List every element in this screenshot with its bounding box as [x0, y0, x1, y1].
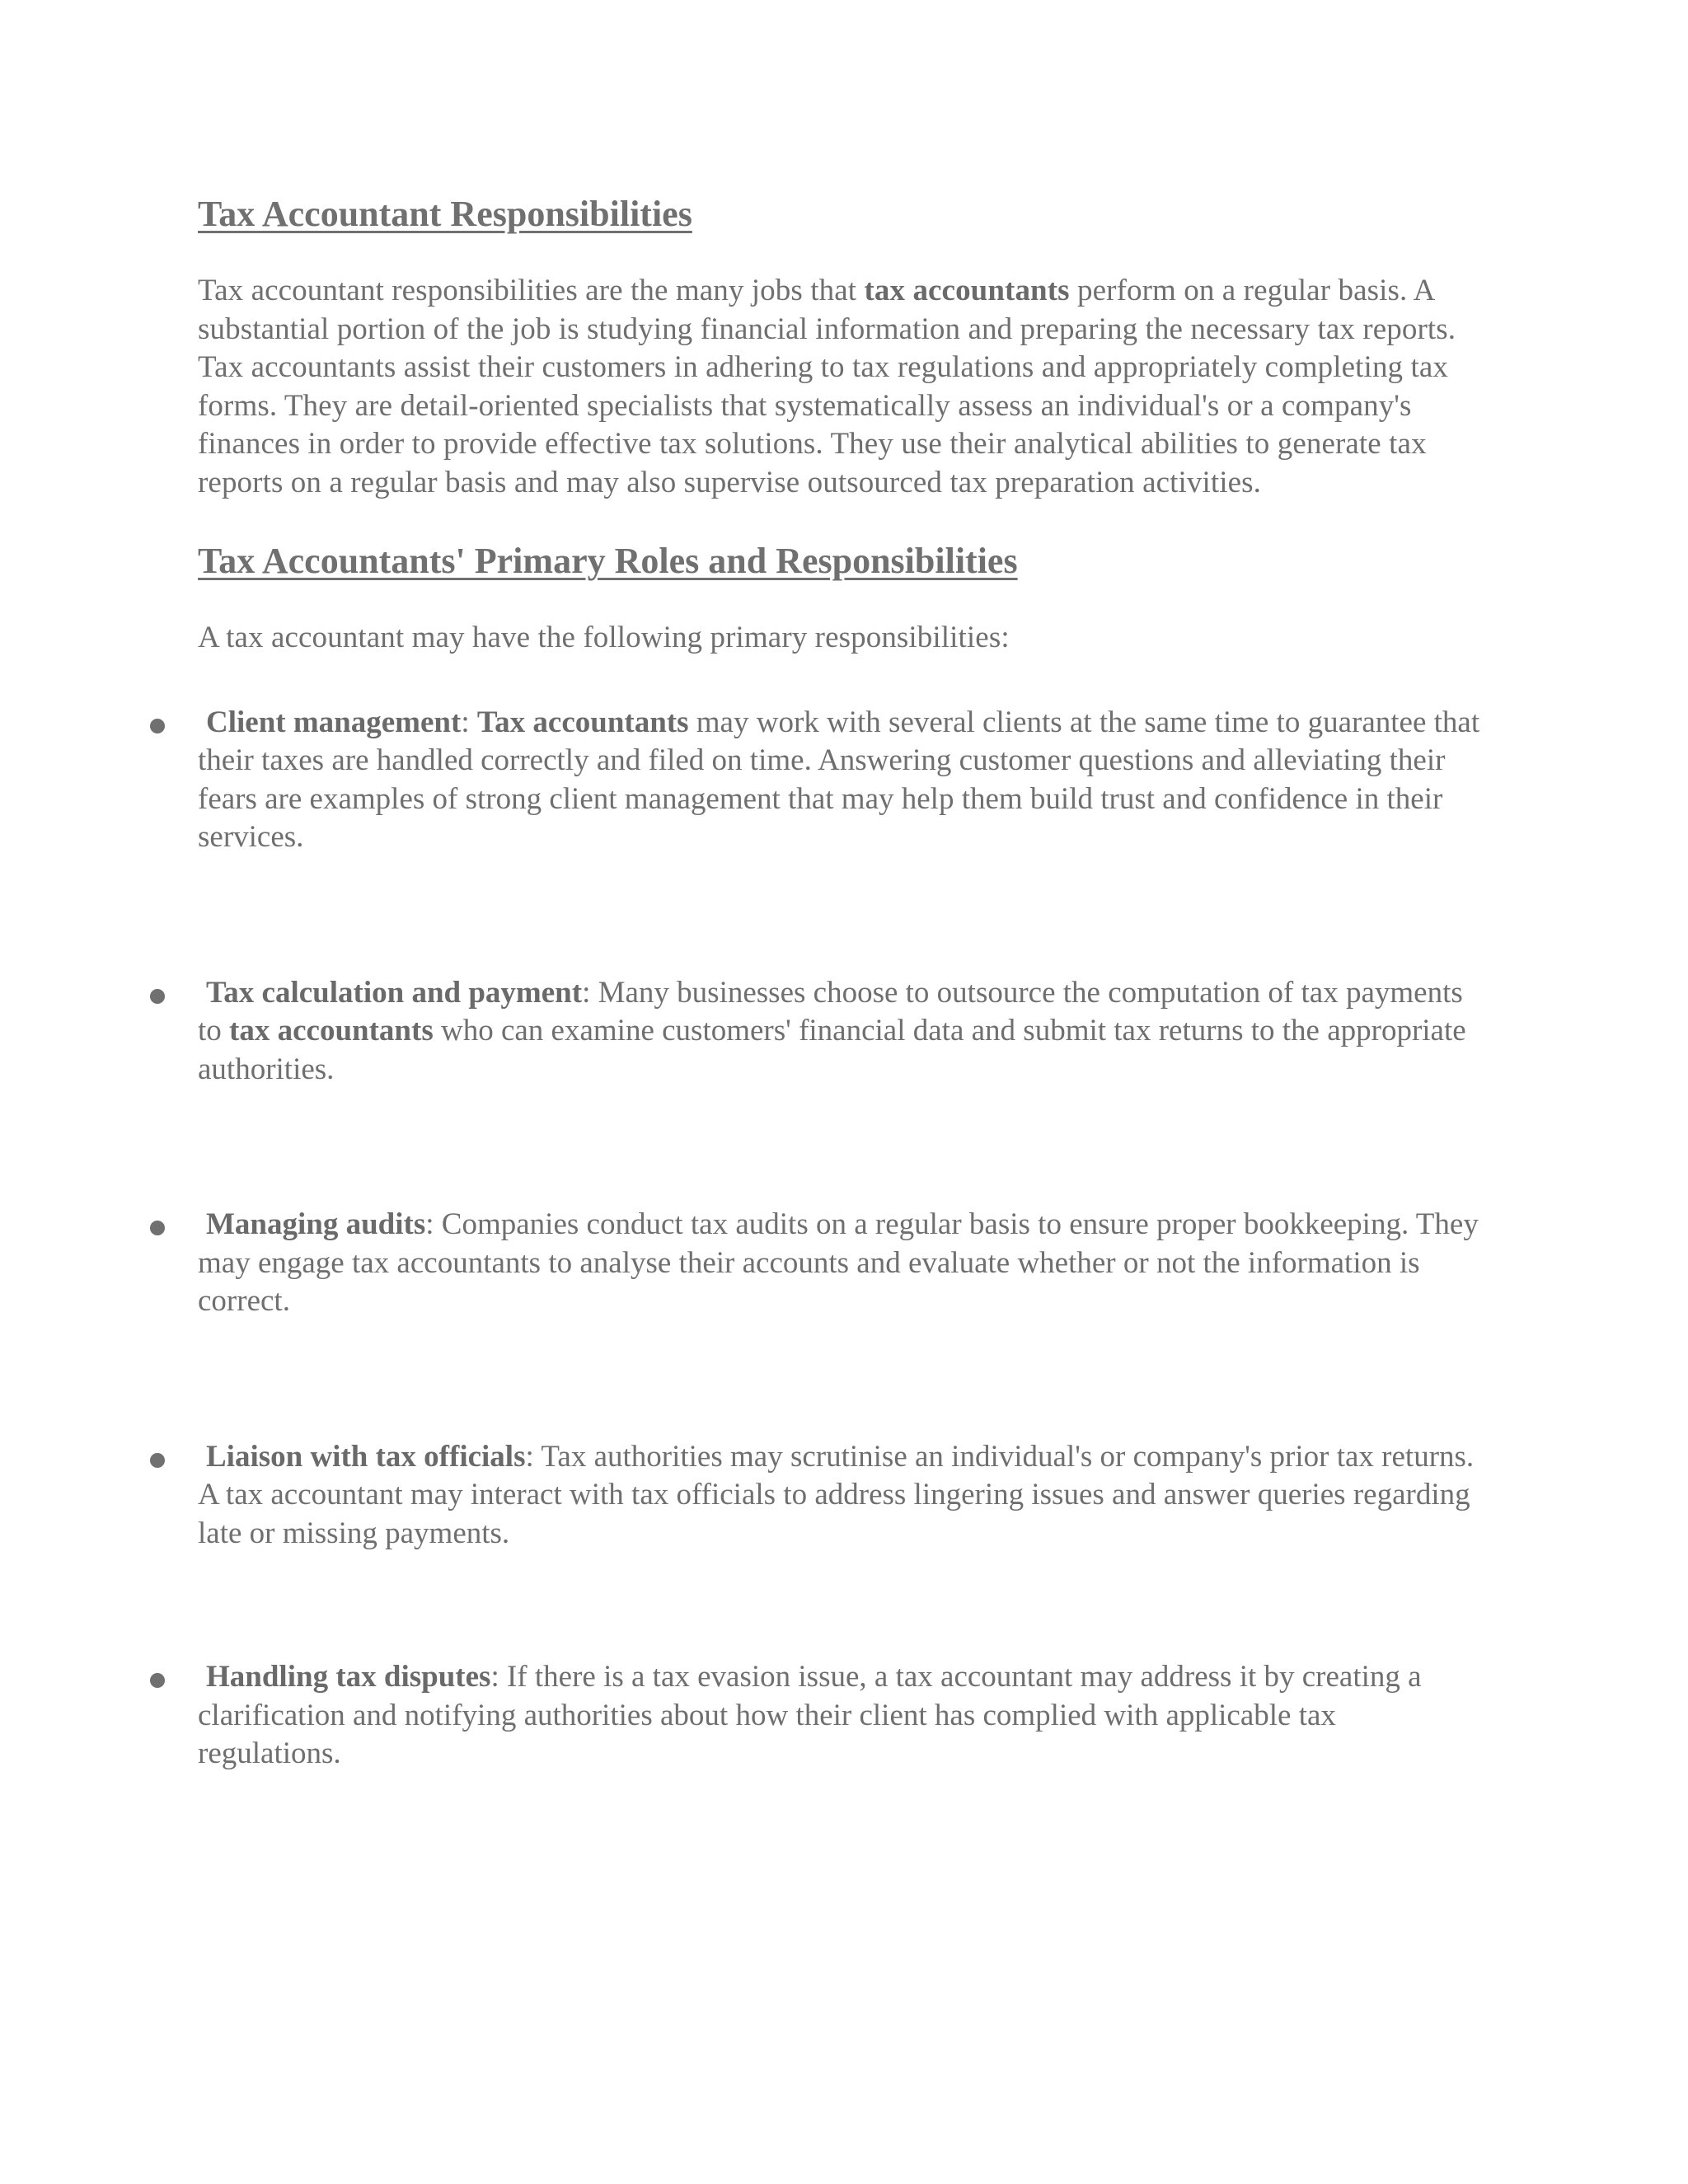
bullet-icon: [150, 1673, 165, 1688]
document-body: [198, 191, 1484, 1774]
item-term: Client management: [206, 705, 462, 739]
lead-paragraph: A tax accountant may have the following primary responsibilities:: [198, 621, 1010, 654]
list-item-tax-disputes: [198, 1658, 1484, 1774]
intro-text-end: perform on a regular basis. A substantial portion of the job is studying financial information and preparing the necessary tax reports. Tax accountants assist their customers in adhering to tax regulations and appropriately completing tax forms. They are detail-oriented specialists that systematically assess an individual's or a company's finances in order to provide effective tax solutions. They use their analytical abilities to generate tax reports on a regular basis and may also supervise outsourced tax preparation activities.: [198, 274, 1456, 499]
item-separator: :: [525, 1439, 542, 1474]
item-bold-term: Tax accountants: [476, 705, 689, 739]
item-text: [198, 1440, 1474, 1550]
list-item-liaison: [198, 1438, 1484, 1554]
list-item-managing-audits: [198, 1206, 1484, 1321]
item-description-end: who can examine customers' financial data and submit tax returns to the appropriate authorities.: [198, 1014, 1466, 1086]
item-bold-term: tax accountants: [229, 1014, 434, 1047]
item-separator: :: [461, 705, 477, 739]
item-text: [198, 705, 1479, 855]
item-text: [198, 1207, 1479, 1318]
item-separator: :: [582, 975, 598, 1010]
bullet-icon: [150, 1453, 165, 1468]
item-description: Many businesses choose to outsource the computation of tax payments to: [198, 975, 1463, 1047]
item-term: Managing audits: [206, 1207, 426, 1241]
responsibilities-list: [198, 704, 1484, 1774]
item-term: Liaison with tax officials: [206, 1439, 526, 1474]
item-term: Tax calculation and payment: [206, 975, 583, 1010]
section-heading: Tax Accountants' Primary Roles and Responsibilities: [198, 541, 1018, 581]
item-separator: :: [490, 1660, 507, 1694]
bullet-icon: [150, 1221, 165, 1235]
item-description: may work with several clients at the same time to guarantee that their taxes are handled correctly and filed on time. Answering customer questions and alleviating their fears are examples of strong client management that may help them build trust and confidence in their services.: [198, 705, 1480, 854]
item-text: [198, 976, 1466, 1086]
intro-text-start: Tax accountant responsibilities are the many jobs that: [198, 274, 865, 307]
item-text: [198, 1660, 1422, 1770]
item-description: Companies conduct tax audits on a regular basis to ensure proper bookkeeping. They may engage tax accountants to analyse their accounts and evaluate whether or not the information is correct.: [198, 1207, 1479, 1318]
list-item-client-management: [198, 704, 1484, 857]
list-item-tax-calculation: [198, 974, 1484, 1090]
intro-bold-term: tax accountants: [864, 274, 1070, 307]
item-description: Tax authorities may scrutinise an individual's or company's prior tax returns. A tax accountant may interact with tax officials to address lingering issues and answer queries regarding late or missing payments.: [198, 1439, 1475, 1550]
item-term: Handling tax disputes: [206, 1660, 491, 1694]
item-separator: :: [425, 1207, 442, 1241]
item-description: If there is a tax evasion issue, a tax accountant may address it by creating a clarification and notifying authorities about how their client has complied with applicable tax regulations.: [198, 1660, 1422, 1770]
bullet-icon: [150, 989, 165, 1004]
bullet-icon: [150, 719, 165, 733]
intro-paragraph: [198, 272, 1484, 502]
page-title: Tax Accountant Responsibilities: [198, 194, 692, 234]
